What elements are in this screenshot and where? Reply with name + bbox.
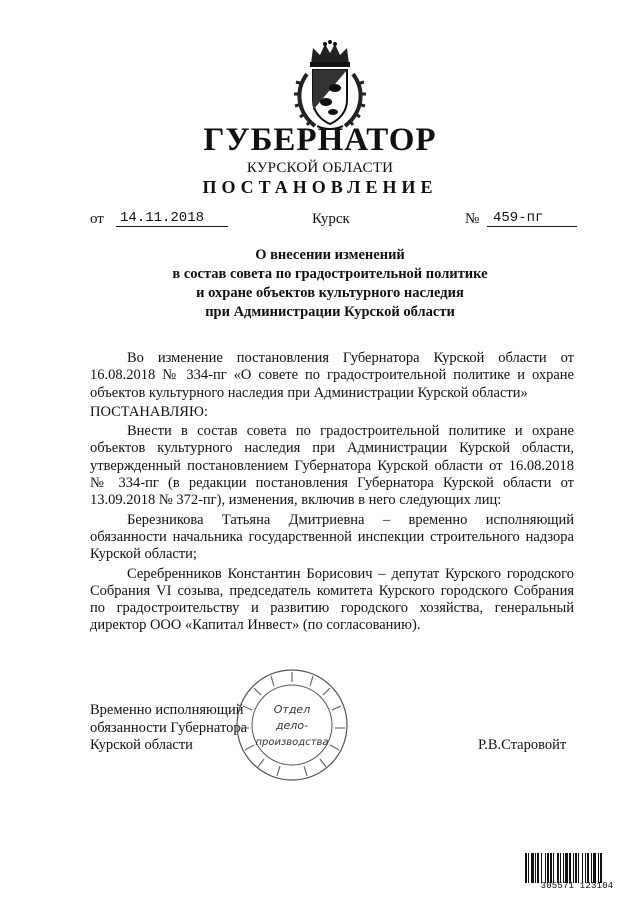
document-city: Курск (312, 211, 350, 227)
coat-of-arms-icon (293, 40, 367, 132)
stamp-seal (233, 666, 351, 784)
body-paragraph: Во изменение постановления Губернатора Курской области от 16.08.2018 № 334-пг «О совете по градостроительной политике и охране объектов культурного наследия при Администрации Курской области» (90, 350, 574, 401)
header-title: ГУБЕРНАТОР (203, 122, 437, 158)
signatory-position (90, 702, 247, 755)
document-type: ПОСТАНОВЛЕНИЕ (202, 177, 438, 197)
barcode (524, 853, 630, 883)
barcode-number: 305571 123104 (540, 881, 614, 891)
document-number: 459-пг (487, 210, 577, 227)
signatory-position-line: Временно исполняющий (90, 702, 244, 718)
document-title (90, 246, 570, 322)
header-region: КУРСКОЙ ОБЛАСТИ (246, 160, 394, 176)
number-prefix: № (465, 211, 480, 227)
body-paragraph: Березникова Татьяна Дмитриевна – временно исполняющий обязанности начальника государственной инспекции строительного надзора Курской области; (90, 511, 574, 563)
date-prefix: от (90, 211, 104, 227)
title-line: О внесении изменений (255, 247, 405, 263)
document-date: 14.11.2018 (116, 210, 228, 227)
signatory-position-line: Курской области (90, 737, 193, 753)
stamp-text: Отдел (273, 703, 311, 716)
title-line: в состав совета по градостроительной политике (172, 266, 488, 282)
title-line: при Администрации Курской области (205, 304, 455, 320)
stamp-text: дело- (275, 719, 309, 732)
signatory-position-line: обязанности Губернатора (90, 719, 248, 736)
body-paragraph: Внести в состав совета по градостроительной политике и охране объектов культурного наследия при Администрации Курской области, утвержденный постановлением Губернатора Курской области от 16.08.2018 № 334-пг (в редакции постановления Губернатора Курской области от 13.09.2018 № 372-пг), изменения, включив в него следующих лиц: (90, 423, 574, 509)
document-body (90, 350, 574, 637)
stamp-text: производства (255, 737, 329, 748)
decree-word: ПОСТАНАВЛЯЮ: (90, 403, 208, 420)
title-line: и охране объектов культурного наследия (196, 285, 464, 301)
body-paragraph: Серебренников Константин Борисович – депутат Курского городского Собрания VI созыва, председатель комитета Курского городского Собрания по градостроительству и развитию городского хозяйства, генеральный директор ООО «Капитал Инвест» (по согласованию). (90, 565, 574, 634)
signatory-name: Р.В.Старовойт (478, 737, 567, 753)
